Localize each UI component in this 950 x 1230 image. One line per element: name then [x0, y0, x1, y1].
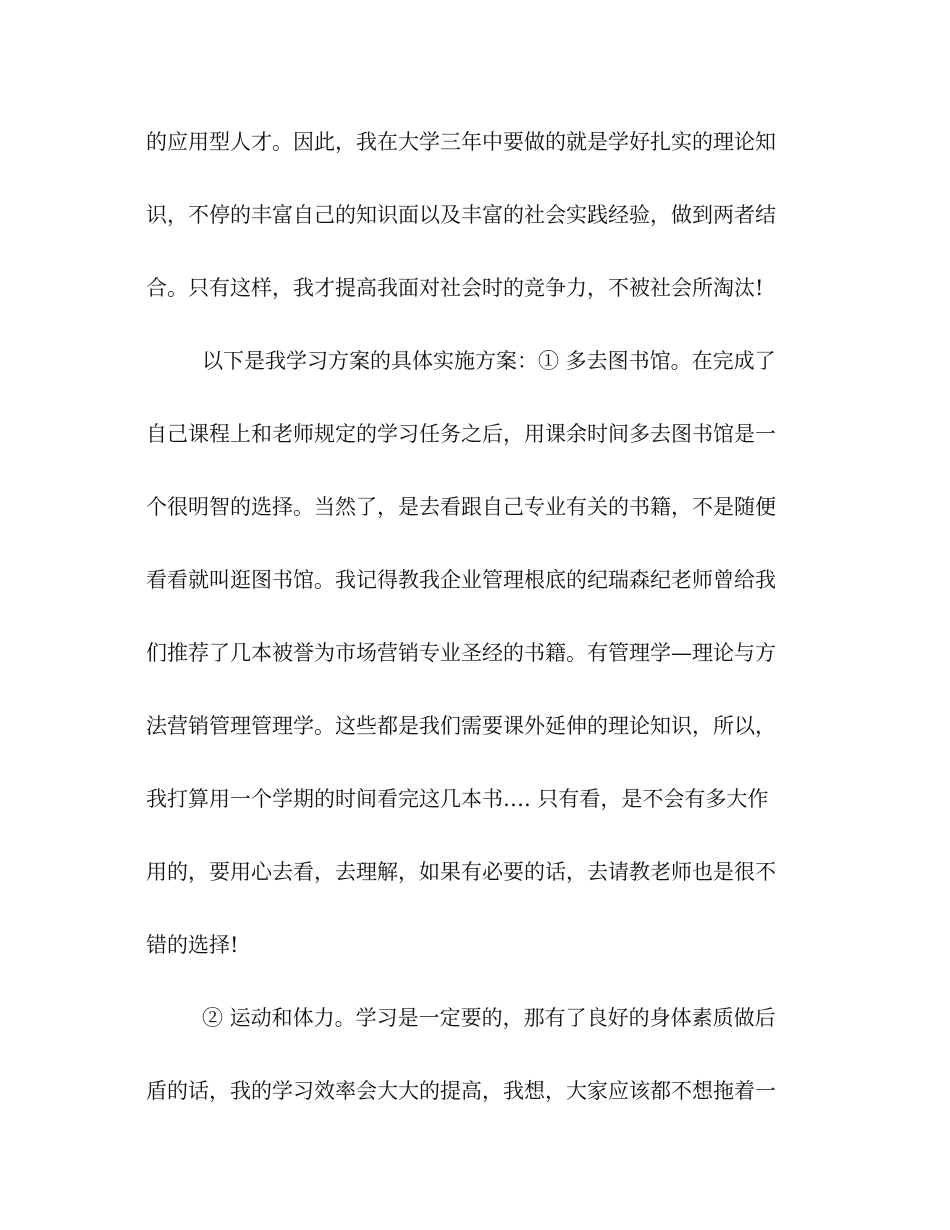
- text-line: 的应用型人才。因此，我在大学三年中要做的就是学好扎实的理论知: [146, 130, 776, 154]
- paragraph-start-line: ② 运动和体力。学习是一定要的，那有了良好的身体素质做后: [202, 1006, 776, 1030]
- text-line: 法营销管理管理学。这些都是我们需要课外延伸的理论知识，所以，: [146, 714, 776, 738]
- text-line: 自己课程上和老师规定的学习任务之后，用课余时间多去图书馆是一: [146, 422, 776, 446]
- text-line: 我打算用一个学期的时间看完这几本书…. 只有看，是不会有多大作: [146, 787, 769, 811]
- text-line: 盾的话，我的学习效率会大大的提高，我想，大家应该都不想拖着一: [146, 1079, 776, 1103]
- text-line: 错的选择!: [146, 933, 239, 957]
- text-line: 合。只有这样，我才提高我面对社会时的竞争力，不被社会所淘汰!: [146, 276, 764, 300]
- text-line: 看看就叫逛图书馆。我记得教我企业管理根底的纪瑞森纪老师曾给我: [146, 568, 776, 592]
- paragraph-start-line: 以下是我学习方案的具体实施方案：① 多去图书馆。在完成了: [202, 349, 776, 373]
- text-line: 识，不停的丰富自己的知识面以及丰富的社会实践经验，做到两者结: [146, 203, 776, 227]
- text-line: 们推荐了几本被誉为市场营销专业圣经的书籍。有管理学—理论与方: [146, 641, 776, 665]
- text-line: 用的，要用心去看，去理解，如果有必要的话，去请教老师也是很不: [146, 860, 776, 884]
- text-line: 个很明智的选择。当然了，是去看跟自己专业有关的书籍，不是随便: [146, 495, 776, 519]
